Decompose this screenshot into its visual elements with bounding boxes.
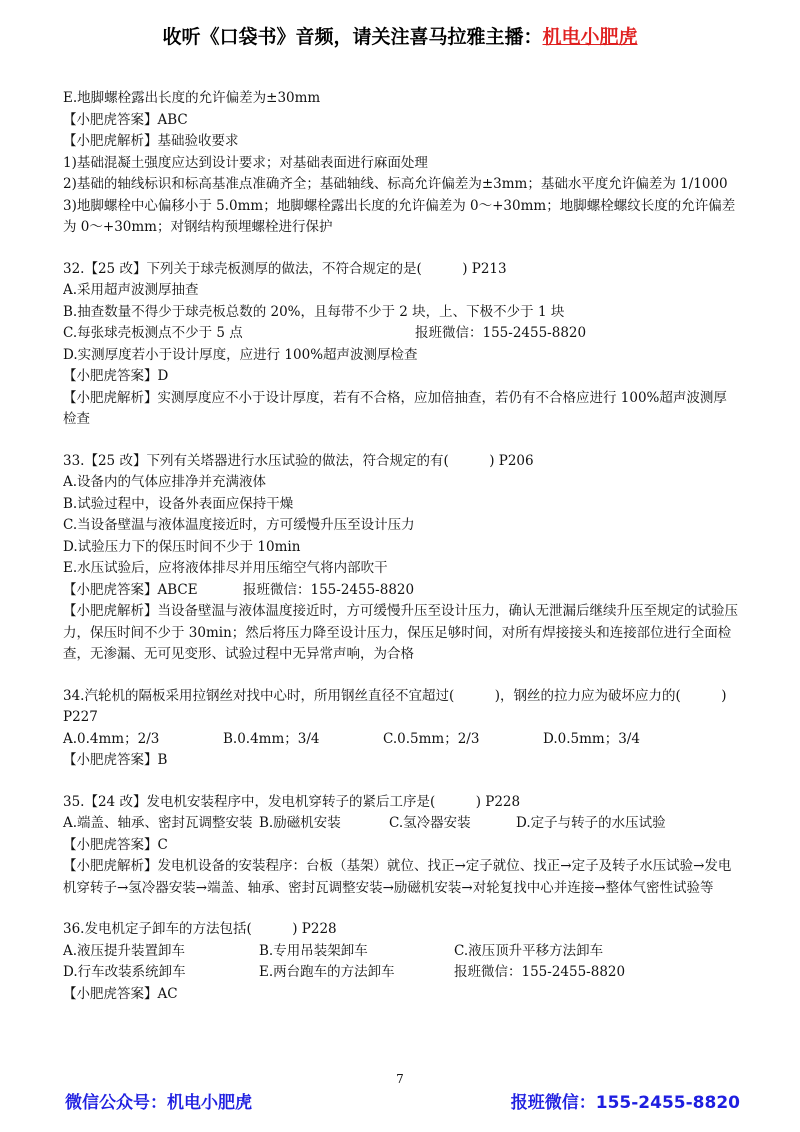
answer-line: 【小肥虎答案】D bbox=[63, 368, 169, 384]
option-b: B.专用吊装架卸车 bbox=[259, 942, 368, 959]
option-c: C.每张球壳板测点不少于 5 点 bbox=[63, 325, 243, 341]
question-34-stem: 34.汽轮机的隔板采用拉钢丝对找中心时，所用钢丝直径不宜超过( )，钢丝的拉力应为破坏应力的( ) P227 bbox=[63, 687, 727, 725]
analysis-point: 2)基础的轴线标识和标高基准点准确齐全；基础轴线、标高允许偏差为±3mm；基础水平度允许偏差为 1/1000 bbox=[63, 176, 728, 192]
wechat-contact: 报班微信：155-2455-8820 bbox=[415, 325, 587, 341]
analysis-line: 【小肥虎解析】基础验收要求 bbox=[63, 133, 239, 149]
analysis-line: 【小肥虎解析】实测厚度应不小于设计厚度，若有不合格，应加倍抽查，若仍有不合格应进行 100%超声波测厚检查 bbox=[63, 389, 727, 427]
option-line: E.地脚螺栓露出长度的允许偏差为±30mm bbox=[63, 90, 321, 106]
option-a: A.液压提升装置卸车 bbox=[63, 942, 186, 959]
answer-line: 【小肥虎答案】C bbox=[63, 836, 168, 853]
option-d: D.行车改装系统卸车 bbox=[63, 964, 186, 980]
answer-line: 【小肥虎答案】ABC bbox=[63, 111, 188, 128]
option-a: A.采用超声波测厚抽查 bbox=[63, 282, 199, 298]
option-e: E.两台跑车的方法卸车 bbox=[259, 964, 395, 980]
option-c: C.氢冷器安装 bbox=[389, 815, 471, 831]
option-c-row bbox=[63, 323, 739, 345]
option-c: C.0.5mm；2/3 bbox=[383, 730, 480, 747]
answer-line: 【小肥虎答案】ABCE bbox=[63, 581, 198, 598]
wechat-contact: 报班微信：155-2455-8820 bbox=[454, 964, 626, 980]
question-32-stem: 32.【25 改】下列关于球壳板测厚的做法，不符合规定的是( ) P213 bbox=[63, 260, 507, 277]
option-a: A.端盖、轴承、密封瓦调整安装 bbox=[63, 815, 253, 831]
analysis-point: 1)基础混凝土强度应达到设计要求；对基础表面进行麻面处理 bbox=[63, 154, 428, 171]
page-footer bbox=[65, 1088, 740, 1113]
option-e: E.水压试验后，应将液体排尽并用压缩空气将内部吹干 bbox=[63, 560, 388, 576]
answer-line: 【小肥虎答案】B bbox=[63, 752, 168, 768]
question-36-stem: 36.发电机定子卸车的方法包括( ) P228 bbox=[63, 921, 337, 937]
option-d: D.0.5mm；3/4 bbox=[543, 730, 640, 747]
option-a: A.设备内的气体应排净并充满液体 bbox=[63, 474, 267, 490]
option-d: D.试验压力下的保压时间不少于 10min bbox=[63, 538, 301, 555]
footer-wechat-contact: 报班微信：155-2455-8820 bbox=[510, 1093, 740, 1113]
option-d: D.定子与转子的水压试验 bbox=[516, 815, 666, 831]
header-prefix: 收听《口袋书》音频，请关注喜马拉雅主播： bbox=[162, 26, 543, 48]
question-35-stem: 35.【24 改】发电机安装程序中，发电机穿转子的紧后工序是( ) P228 bbox=[63, 793, 521, 810]
options-row bbox=[63, 941, 739, 963]
option-c: C.当设备壁温与液体温度接近时，方可缓慢升压至设计压力 bbox=[63, 517, 415, 533]
option-b: B.试验过程中，设备外表面应保持干燥 bbox=[63, 495, 294, 512]
option-c: C.液压顶升平移方法卸车 bbox=[454, 942, 604, 959]
options-row bbox=[63, 729, 739, 751]
options-row bbox=[63, 962, 739, 984]
page-number: 7 bbox=[396, 1072, 404, 1086]
question-33-stem: 33.【25 改】下列有关塔器进行水压试验的做法，符合规定的有( ) P206 bbox=[63, 452, 534, 469]
option-d: D.实测厚度若小于设计厚度，应进行 100%超声波测厚检查 bbox=[63, 346, 418, 363]
option-a: A.0.4mm；2/3 bbox=[63, 730, 160, 747]
document-body bbox=[63, 88, 739, 1005]
header-brand-link[interactable]: 机电小肥虎 bbox=[542, 26, 638, 48]
page-header bbox=[0, 22, 800, 49]
answer-line: 【小肥虎答案】AC bbox=[63, 985, 178, 1002]
footer-wechat-account: 微信公众号：机电小肥虎 bbox=[65, 1093, 252, 1113]
analysis-line: 【小肥虎解析】发电机设备的安装程序：台板（基架）就位、找正→定子就位、找正→定子及转子水压试验→发电机穿转子→氢冷器安装→端盖、轴承、密封瓦调整安装→励磁机安装→对轮复找中心并连接→整体气密性试验等 bbox=[63, 858, 732, 896]
analysis-point: 3)地脚螺栓中心偏移小于 5.0mm；地脚螺栓露出长度的允许偏差为 0～+30mm；地脚螺栓螺纹长度的允许偏差为 0～+30mm；对钢结构预埋螺栓进行保护 bbox=[63, 197, 736, 235]
options-row bbox=[63, 813, 739, 835]
analysis-line: 【小肥虎解析】当设备壁温与液体温度接近时，方可缓慢升压至设计压力，确认无泄漏后继续升压至规定的试验压力，保压时间不少于 30min；然后将压力降至设计压力，保压足够时间，对所有焊接接头和连接部位进行全面检查，无渗漏、无可见变形、试验过程中无异常声响，为合格 bbox=[63, 603, 738, 662]
wechat-contact: 报班微信：155-2455-8820 bbox=[243, 581, 415, 598]
option-b: B.抽查数量不得少于球壳板总数的 20%，且每带不少于 2 块，上、下极不少于 1 块 bbox=[63, 303, 565, 320]
option-b: B.励磁机安装 bbox=[259, 815, 341, 831]
answer-row bbox=[63, 580, 739, 602]
option-b: B.0.4mm；3/4 bbox=[223, 730, 320, 747]
